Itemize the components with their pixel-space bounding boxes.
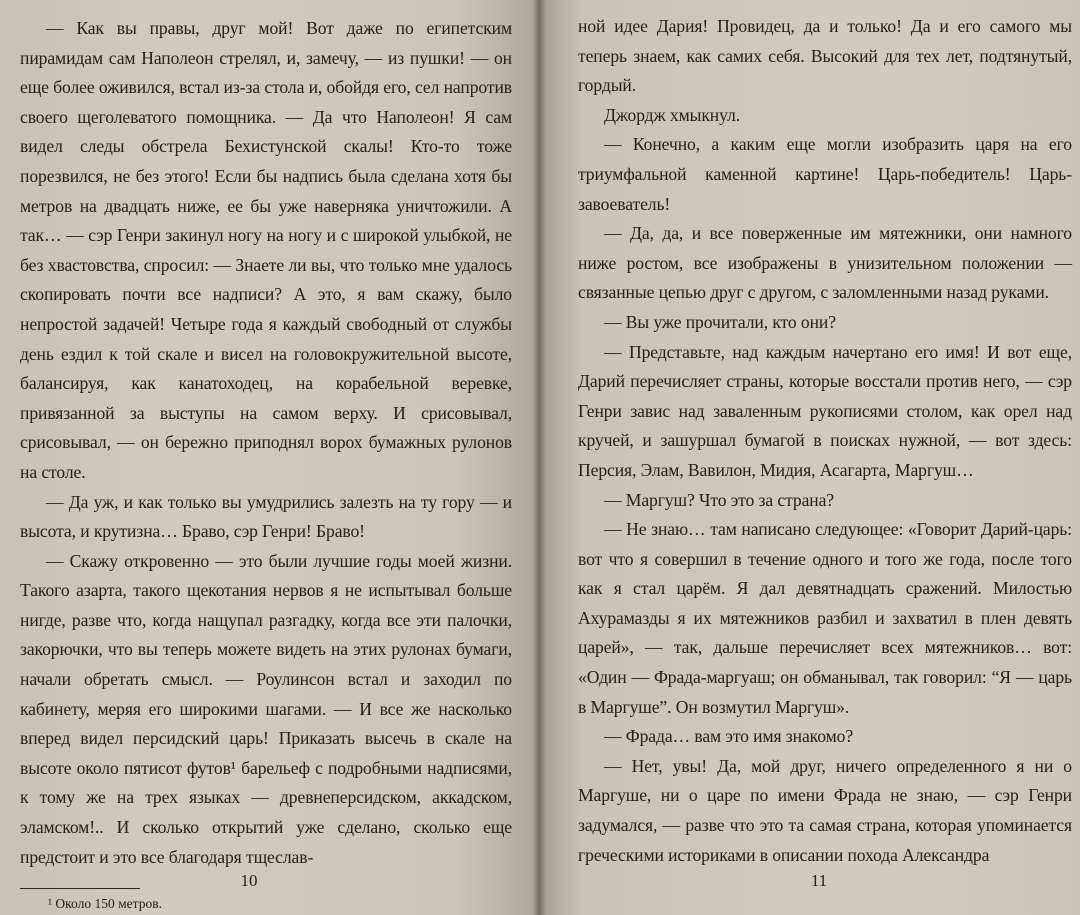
left-page	[0, 0, 538, 915]
paragraph: — Как вы правы, друг мой! Вот даже по египетским пирамидам сам Наполеон стрелял, и, замечу, — из пушки! — он еще более оживился, встал из-за стола и, обойдя его, сел напротив своего щеголеватого помощника. — Да что Наполеон! Я сам видел следы обстрела Бехистунской скалы! Кто-то тоже порезвился, не без этого! Если бы надпись была сделана хотя бы метров на двадцать ниже, ее бы уже наверняка уничтожили. А так… — сэр Генри закинул ногу на ногу и с широкой улыбкой, не без хвастовства, спросил: — Знаете ли вы, что только мне удалось скопировать почти все надписи? А это, я вам скажу, было непростой задачей! Четыре года я каждый свободный от службы день ездил к той скале и висел на головокружительной высоте, балансируя, как канатоходец, на корабельной веревке, привязанной за выступы на самом верху. И срисовывал, срисовывал, — он бережно приподнял ворох бумажных рулонов на столе.	[20, 18, 512, 482]
paragraph: — Нет, увы! Да, мой друг, ничего определенного я ни о Маргуше, ни о царе по имени Фрада не знаю, — сэр Генри задумался, — разве что это та самая страна, которая упоминается греческими историками в описании похода Александра	[578, 755, 1072, 865]
right-page-text	[578, 12, 1072, 870]
paragraph: — Да, да, и все поверженные им мятежники, они намного ниже ростом, все изображены в унизительном положении — связанные цепью друг с другом, с заломленными назад руками.	[578, 223, 1072, 303]
paragraph: — Да уж, и как только вы умудрились залезть на ту гору — и высота, и крутизна… Браво, сэр Генри! Браво!	[20, 491, 512, 542]
paragraph: — Представьте, над каждым начертано его имя! И вот еще, Дарий перечисляет страны, которые восстали против него, — сэр Генри завис над заваленным рукописями столом, как орел над кручей, и зашуршал бумагой в поисках нужной, — вот здесь: Персия, Элам, Вавилон, Мидия, Асагарта, Маргуш…	[578, 341, 1072, 480]
paragraph: Джордж хмыкнул.	[604, 104, 741, 125]
paragraph: — Фрада… вам это имя знакомо?	[604, 726, 854, 747]
left-page-text	[20, 14, 512, 872]
paragraph: — Конечно, а каким еще могли изобразить царя на его триумфальной каменной картине! Царь-победитель! Царь-завоеватель!	[578, 134, 1072, 214]
right-page	[538, 0, 1080, 915]
paragraph: — Маргуш? Что это за страна?	[604, 489, 835, 510]
page-number-right: 11	[810, 871, 828, 890]
paragraph-continuation: ной идее Дария! Провидец, да и только! Да и его самого мы теперь знаем, как самих себя. Высокий для тех лет, подтянутый, гордый.	[578, 16, 1072, 96]
paragraph: — Вы уже прочитали, кто они?	[604, 311, 836, 332]
footnote: ¹ Около 150 метров.	[48, 896, 162, 912]
paragraph: — Не знаю… там написано следующее: «Говорит Дарий-царь: вот что я совершил в течение одного и того же года, после того как я стал царём. Я дал девятнадцать сражений. Милостью Ахурамазды я их мятежников разбил и захватил в плен девять царей», — так, дальше перечисляет всех мятежников… вот: «Один — Фрада-маргуаш; он обманывал, так говорил: “Я — царь в Маргуше”. Он возмутил Маргуш».	[578, 519, 1072, 717]
paragraph: — Скажу откровенно — это были лучшие годы моей жизни. Такого азарта, такого щекотания нервов я не испытывал больше нигде, разве что, когда нащупал разгадку, когда все эти палочки, закорючки, что вы теперь можете видеть на этих рулонах бумаги, начали обретать смысл. — Роулинсон встал и заходил по кабинету, меряя его широкими шагами. — И все же насколько вперед видел персидский царь! Приказать высечь в скале на высоте около пятисот футов¹ барельеф с подробными надписями, к тому же на трех языках — древнеперсидском, аккадском, эламском!.. И сколько открытий уже сделано, сколько еще предстоит и это все благодаря тщеслав-	[20, 550, 512, 867]
page-number-left: 10	[240, 871, 258, 890]
